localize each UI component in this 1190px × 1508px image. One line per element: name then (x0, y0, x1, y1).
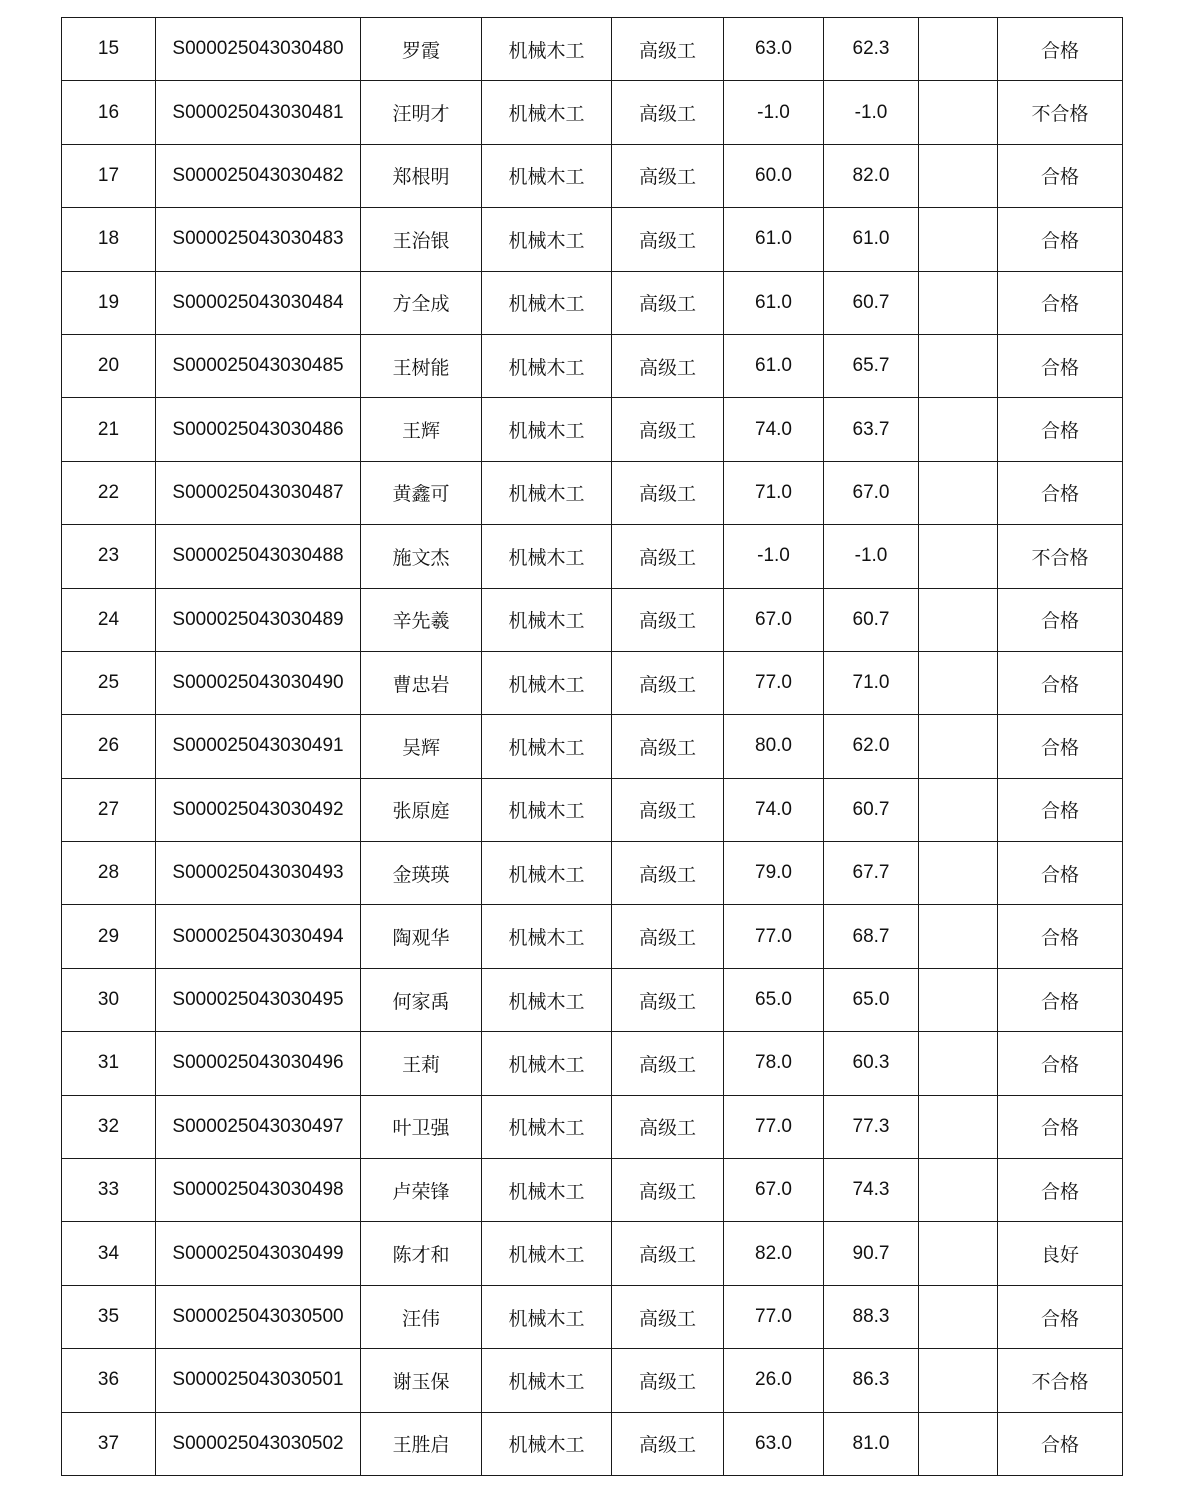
candidate-name-cell: 郑根明 (361, 144, 482, 207)
candidate-name-cell: 汪伟 (361, 1285, 482, 1348)
result-cell: 合格 (998, 334, 1123, 397)
candidate-name-cell: 王胜启 (361, 1412, 482, 1475)
level-cell: 高级工 (612, 651, 724, 714)
practical-score-cell: 71.0 (824, 651, 919, 714)
level-cell: 高级工 (612, 1222, 724, 1285)
serial-number-cell: 21 (62, 398, 156, 461)
serial-number-cell: 36 (62, 1349, 156, 1412)
trade-cell: 机械木工 (482, 144, 612, 207)
practical-score-cell: 60.7 (824, 588, 919, 651)
serial-number-cell: 29 (62, 905, 156, 968)
serial-number-cell: 24 (62, 588, 156, 651)
theory-score-cell: 79.0 (724, 842, 824, 905)
candidate-name-cell: 陶观华 (361, 905, 482, 968)
candidate-id-cell: S000025043030490 (156, 651, 361, 714)
candidate-id-cell: S000025043030481 (156, 81, 361, 144)
remark-cell (919, 18, 998, 81)
candidate-name-cell: 叶卫强 (361, 1095, 482, 1158)
practical-score-cell: 67.7 (824, 842, 919, 905)
level-cell: 高级工 (612, 1285, 724, 1348)
practical-score-cell: 81.0 (824, 1412, 919, 1475)
practical-score-cell: -1.0 (824, 525, 919, 588)
candidate-id-cell: S000025043030491 (156, 715, 361, 778)
trade-cell: 机械木工 (482, 334, 612, 397)
candidate-name-cell: 吴辉 (361, 715, 482, 778)
candidate-id-cell: S000025043030501 (156, 1349, 361, 1412)
candidate-name-cell: 王树能 (361, 334, 482, 397)
trade-cell: 机械木工 (482, 588, 612, 651)
table-row (62, 1222, 1123, 1285)
serial-number-cell: 26 (62, 715, 156, 778)
theory-score-cell: 61.0 (724, 271, 824, 334)
remark-cell (919, 778, 998, 841)
table-row (62, 1032, 1123, 1095)
table-row (62, 208, 1123, 271)
remark-cell (919, 525, 998, 588)
remark-cell (919, 1285, 998, 1348)
candidate-name-cell: 汪明才 (361, 81, 482, 144)
candidate-id-cell: S000025043030482 (156, 144, 361, 207)
remark-cell (919, 905, 998, 968)
theory-score-cell: 26.0 (724, 1349, 824, 1412)
candidate-name-cell: 卢荣锋 (361, 1159, 482, 1222)
practical-score-cell: 63.7 (824, 398, 919, 461)
remark-cell (919, 208, 998, 271)
level-cell: 高级工 (612, 905, 724, 968)
remark-cell (919, 398, 998, 461)
result-cell: 合格 (998, 588, 1123, 651)
serial-number-cell: 18 (62, 208, 156, 271)
practical-score-cell: 68.7 (824, 905, 919, 968)
remark-cell (919, 334, 998, 397)
theory-score-cell: 77.0 (724, 1095, 824, 1158)
candidate-id-cell: S000025043030495 (156, 968, 361, 1031)
serial-number-cell: 30 (62, 968, 156, 1031)
remark-cell (919, 651, 998, 714)
trade-cell: 机械木工 (482, 1032, 612, 1095)
theory-score-cell: 74.0 (724, 398, 824, 461)
candidate-name-cell: 曹忠岩 (361, 651, 482, 714)
theory-score-cell: 77.0 (724, 651, 824, 714)
result-cell: 合格 (998, 1032, 1123, 1095)
table-row (62, 334, 1123, 397)
candidate-id-cell: S000025043030496 (156, 1032, 361, 1095)
theory-score-cell: 67.0 (724, 1159, 824, 1222)
theory-score-cell: 77.0 (724, 1285, 824, 1348)
serial-number-cell: 34 (62, 1222, 156, 1285)
trade-cell: 机械木工 (482, 1412, 612, 1475)
table-row (62, 18, 1123, 81)
table-row (62, 778, 1123, 841)
table-row (62, 715, 1123, 778)
level-cell: 高级工 (612, 1032, 724, 1095)
result-cell: 合格 (998, 1095, 1123, 1158)
serial-number-cell: 23 (62, 525, 156, 588)
candidate-id-cell: S000025043030486 (156, 398, 361, 461)
result-cell: 合格 (998, 842, 1123, 905)
trade-cell: 机械木工 (482, 208, 612, 271)
result-cell: 合格 (998, 144, 1123, 207)
table-row (62, 651, 1123, 714)
level-cell: 高级工 (612, 81, 724, 144)
candidate-name-cell: 王治银 (361, 208, 482, 271)
trade-cell: 机械木工 (482, 778, 612, 841)
theory-score-cell: -1.0 (724, 525, 824, 588)
remark-cell (919, 144, 998, 207)
serial-number-cell: 19 (62, 271, 156, 334)
trade-cell: 机械木工 (482, 715, 612, 778)
practical-score-cell: 82.0 (824, 144, 919, 207)
remark-cell (919, 588, 998, 651)
result-cell: 合格 (998, 715, 1123, 778)
remark-cell (919, 1222, 998, 1285)
table-row (62, 525, 1123, 588)
practical-score-cell: 62.3 (824, 18, 919, 81)
result-cell: 合格 (998, 651, 1123, 714)
candidate-id-cell: S000025043030485 (156, 334, 361, 397)
level-cell: 高级工 (612, 1412, 724, 1475)
serial-number-cell: 37 (62, 1412, 156, 1475)
level-cell: 高级工 (612, 334, 724, 397)
result-cell: 合格 (998, 1412, 1123, 1475)
table-row (62, 271, 1123, 334)
remark-cell (919, 968, 998, 1031)
serial-number-cell: 16 (62, 81, 156, 144)
result-cell: 合格 (998, 778, 1123, 841)
theory-score-cell: 78.0 (724, 1032, 824, 1095)
theory-score-cell: 67.0 (724, 588, 824, 651)
trade-cell: 机械木工 (482, 81, 612, 144)
candidate-id-cell: S000025043030488 (156, 525, 361, 588)
level-cell: 高级工 (612, 1159, 724, 1222)
result-cell: 合格 (998, 461, 1123, 524)
practical-score-cell: 86.3 (824, 1349, 919, 1412)
practical-score-cell: 60.3 (824, 1032, 919, 1095)
table-row (62, 144, 1123, 207)
trade-cell: 机械木工 (482, 1222, 612, 1285)
candidate-id-cell: S000025043030494 (156, 905, 361, 968)
table-row (62, 1095, 1123, 1158)
candidate-id-cell: S000025043030487 (156, 461, 361, 524)
practical-score-cell: 61.0 (824, 208, 919, 271)
candidate-id-cell: S000025043030489 (156, 588, 361, 651)
result-cell: 合格 (998, 1285, 1123, 1348)
level-cell: 高级工 (612, 461, 724, 524)
remark-cell (919, 1095, 998, 1158)
practical-score-cell: 67.0 (824, 461, 919, 524)
remark-cell (919, 1349, 998, 1412)
serial-number-cell: 28 (62, 842, 156, 905)
candidate-id-cell: S000025043030498 (156, 1159, 361, 1222)
candidate-id-cell: S000025043030483 (156, 208, 361, 271)
candidate-name-cell: 金瑛瑛 (361, 842, 482, 905)
theory-score-cell: 63.0 (724, 1412, 824, 1475)
theory-score-cell: 63.0 (724, 18, 824, 81)
table-row (62, 1412, 1123, 1475)
serial-number-cell: 25 (62, 651, 156, 714)
result-cell: 不合格 (998, 1349, 1123, 1412)
practical-score-cell: 88.3 (824, 1285, 919, 1348)
trade-cell: 机械木工 (482, 905, 612, 968)
candidate-name-cell: 罗霞 (361, 18, 482, 81)
candidate-id-cell: S000025043030499 (156, 1222, 361, 1285)
theory-score-cell: 60.0 (724, 144, 824, 207)
remark-cell (919, 461, 998, 524)
table-row (62, 398, 1123, 461)
trade-cell: 机械木工 (482, 525, 612, 588)
candidate-id-cell: S000025043030484 (156, 271, 361, 334)
trade-cell: 机械木工 (482, 651, 612, 714)
table-row (62, 461, 1123, 524)
practical-score-cell: 60.7 (824, 271, 919, 334)
candidate-id-cell: S000025043030480 (156, 18, 361, 81)
results-table (61, 17, 1123, 1476)
remark-cell (919, 271, 998, 334)
trade-cell: 机械木工 (482, 18, 612, 81)
candidate-name-cell: 王莉 (361, 1032, 482, 1095)
theory-score-cell: 77.0 (724, 905, 824, 968)
level-cell: 高级工 (612, 1095, 724, 1158)
result-cell: 不合格 (998, 81, 1123, 144)
theory-score-cell: 71.0 (724, 461, 824, 524)
table-row (62, 1285, 1123, 1348)
level-cell: 高级工 (612, 968, 724, 1031)
candidate-id-cell: S000025043030492 (156, 778, 361, 841)
level-cell: 高级工 (612, 144, 724, 207)
practical-score-cell: 65.0 (824, 968, 919, 1031)
practical-score-cell: 74.3 (824, 1159, 919, 1222)
trade-cell: 机械木工 (482, 271, 612, 334)
table-row (62, 1349, 1123, 1412)
table-row (62, 588, 1123, 651)
practical-score-cell: 62.0 (824, 715, 919, 778)
serial-number-cell: 15 (62, 18, 156, 81)
serial-number-cell: 20 (62, 334, 156, 397)
table-row (62, 905, 1123, 968)
table-row (62, 1159, 1123, 1222)
table-row (62, 842, 1123, 905)
result-cell: 不合格 (998, 525, 1123, 588)
result-cell: 合格 (998, 398, 1123, 461)
serial-number-cell: 32 (62, 1095, 156, 1158)
theory-score-cell: 65.0 (724, 968, 824, 1031)
trade-cell: 机械木工 (482, 461, 612, 524)
candidate-id-cell: S000025043030493 (156, 842, 361, 905)
level-cell: 高级工 (612, 525, 724, 588)
candidate-id-cell: S000025043030500 (156, 1285, 361, 1348)
theory-score-cell: 74.0 (724, 778, 824, 841)
serial-number-cell: 31 (62, 1032, 156, 1095)
level-cell: 高级工 (612, 588, 724, 651)
serial-number-cell: 33 (62, 1159, 156, 1222)
candidate-name-cell: 辛先羲 (361, 588, 482, 651)
remark-cell (919, 1159, 998, 1222)
candidate-id-cell: S000025043030502 (156, 1412, 361, 1475)
candidate-name-cell: 谢玉保 (361, 1349, 482, 1412)
candidate-id-cell: S000025043030497 (156, 1095, 361, 1158)
trade-cell: 机械木工 (482, 968, 612, 1031)
result-cell: 合格 (998, 905, 1123, 968)
candidate-name-cell: 王辉 (361, 398, 482, 461)
practical-score-cell: -1.0 (824, 81, 919, 144)
candidate-name-cell: 施文杰 (361, 525, 482, 588)
candidate-name-cell: 陈才和 (361, 1222, 482, 1285)
theory-score-cell: 61.0 (724, 334, 824, 397)
remark-cell (919, 1412, 998, 1475)
table-row (62, 81, 1123, 144)
trade-cell: 机械木工 (482, 1159, 612, 1222)
practical-score-cell: 90.7 (824, 1222, 919, 1285)
remark-cell (919, 81, 998, 144)
trade-cell: 机械木工 (482, 1285, 612, 1348)
serial-number-cell: 17 (62, 144, 156, 207)
theory-score-cell: 82.0 (724, 1222, 824, 1285)
level-cell: 高级工 (612, 18, 724, 81)
trade-cell: 机械木工 (482, 1349, 612, 1412)
practical-score-cell: 60.7 (824, 778, 919, 841)
level-cell: 高级工 (612, 715, 724, 778)
level-cell: 高级工 (612, 271, 724, 334)
table-body (62, 18, 1123, 1476)
trade-cell: 机械木工 (482, 1095, 612, 1158)
result-cell: 合格 (998, 1159, 1123, 1222)
serial-number-cell: 22 (62, 461, 156, 524)
trade-cell: 机械木工 (482, 398, 612, 461)
level-cell: 高级工 (612, 778, 724, 841)
candidate-name-cell: 方全成 (361, 271, 482, 334)
serial-number-cell: 35 (62, 1285, 156, 1348)
result-cell: 合格 (998, 968, 1123, 1031)
result-cell: 合格 (998, 18, 1123, 81)
result-cell: 良好 (998, 1222, 1123, 1285)
remark-cell (919, 842, 998, 905)
practical-score-cell: 77.3 (824, 1095, 919, 1158)
candidate-name-cell: 张原庭 (361, 778, 482, 841)
theory-score-cell: 61.0 (724, 208, 824, 271)
remark-cell (919, 1032, 998, 1095)
level-cell: 高级工 (612, 842, 724, 905)
level-cell: 高级工 (612, 208, 724, 271)
serial-number-cell: 27 (62, 778, 156, 841)
result-cell: 合格 (998, 208, 1123, 271)
theory-score-cell: -1.0 (724, 81, 824, 144)
result-cell: 合格 (998, 271, 1123, 334)
table-row (62, 968, 1123, 1031)
level-cell: 高级工 (612, 398, 724, 461)
candidate-name-cell: 黄鑫可 (361, 461, 482, 524)
practical-score-cell: 65.7 (824, 334, 919, 397)
remark-cell (919, 715, 998, 778)
candidate-name-cell: 何家禹 (361, 968, 482, 1031)
theory-score-cell: 80.0 (724, 715, 824, 778)
level-cell: 高级工 (612, 1349, 724, 1412)
trade-cell: 机械木工 (482, 842, 612, 905)
